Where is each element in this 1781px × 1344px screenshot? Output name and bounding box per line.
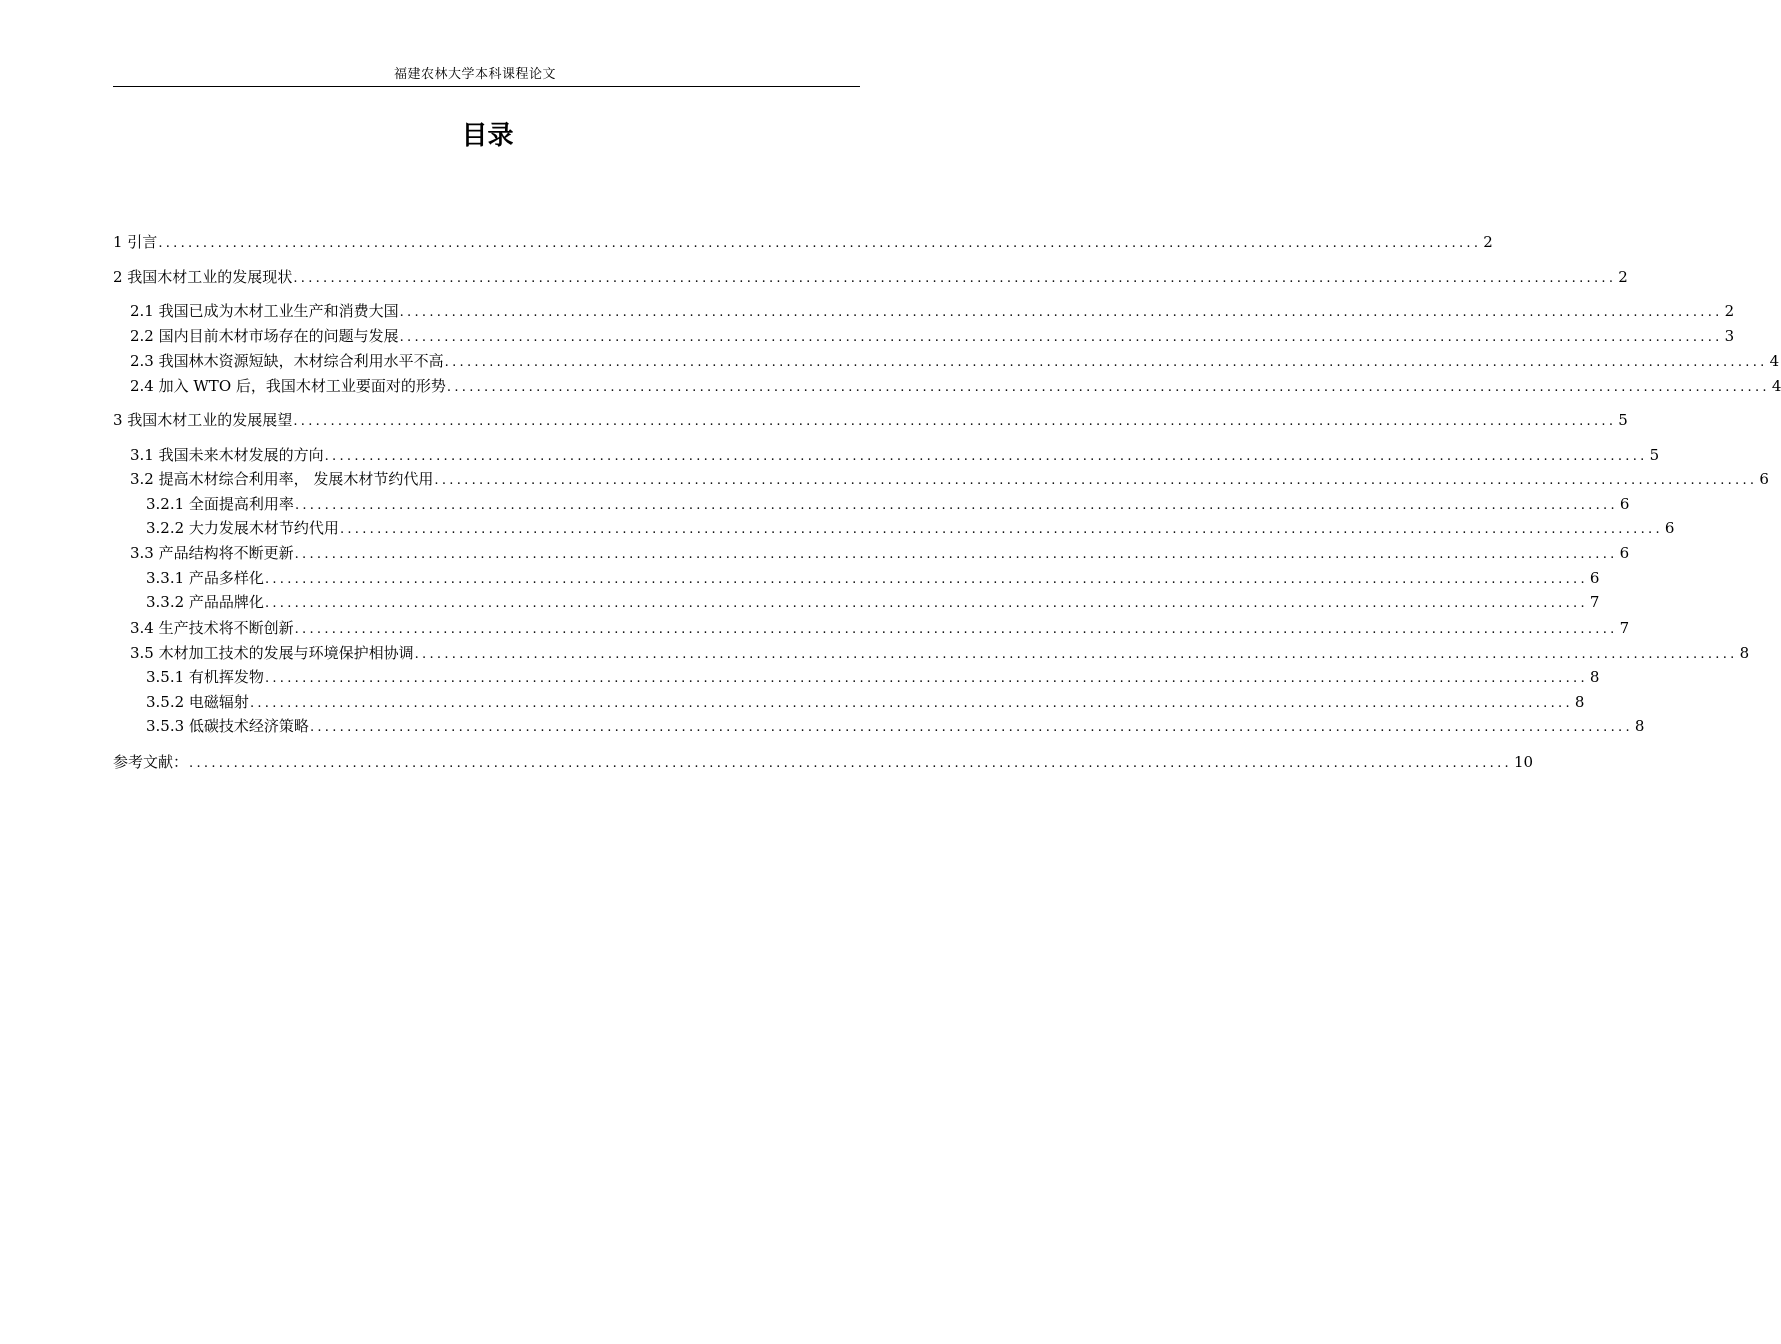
toc-page-number: 5: [1618, 411, 1628, 429]
toc-entry[interactable]: [146, 568, 1600, 588]
toc-leader-dots: ..................................................................................................................................................................................: [339, 522, 1663, 537]
toc-entry-label: 3.3.1 产品多样化: [146, 569, 264, 587]
toc-page-number: 2: [1724, 302, 1735, 320]
toc-leader-dots: ..................................................................................................................................................................................: [294, 498, 1618, 513]
toc-page-number: 3: [1724, 327, 1735, 345]
toc-entry-label: 3.2.2 大力发展木材节约代用: [146, 519, 339, 537]
toc-page-number: 5: [1649, 446, 1660, 464]
toc-entry-label: 3 我国木材工业的发展展望: [113, 411, 293, 429]
toc-page-number: 7: [1589, 593, 1600, 611]
toc-entry[interactable]: [146, 494, 1630, 514]
toc-leader-dots: ..................................................................................................................................................................................: [293, 414, 1617, 429]
toc-entry[interactable]: [146, 592, 1600, 612]
toc-entry-label: 参考文献：: [113, 753, 189, 771]
toc-entry-label: 2.2 国内目前木材市场存在的问题与发展: [130, 327, 399, 345]
toc-page-number: 7: [1619, 619, 1630, 637]
toc-entry[interactable]: [130, 301, 1735, 321]
toc-entry[interactable]: [146, 716, 1645, 736]
running-header: 福建农林大学本科课程论文: [393, 67, 556, 82]
toc-entry-label: 3.4 生产技术将不断创新: [130, 619, 294, 637]
toc-entry[interactable]: [130, 618, 1630, 638]
toc-entry[interactable]: [130, 469, 1769, 489]
toc-page-number: 6: [1664, 519, 1675, 537]
toc-page-number: 8: [1739, 644, 1750, 662]
toc-page-number: 6: [1589, 569, 1600, 587]
toc-page-number: 6: [1759, 470, 1769, 488]
toc-entry[interactable]: [146, 692, 1585, 712]
toc-entry[interactable]: [130, 543, 1630, 563]
toc-entry[interactable]: [130, 376, 1781, 396]
toc-entry[interactable]: [130, 643, 1750, 663]
toc-page-number: 2: [1618, 268, 1628, 286]
toc-page-number: 4: [1769, 352, 1780, 370]
toc-page-number: 6: [1619, 544, 1630, 562]
toc-entry[interactable]: [113, 752, 1534, 772]
page-title: 目录: [461, 121, 514, 151]
toc-entry[interactable]: [146, 667, 1600, 687]
toc-leader-dots: ..................................................................................................................................................................................: [444, 355, 1768, 370]
toc-leader-dots: ..................................................................................................................................................................................: [324, 449, 1648, 464]
toc-entry-label: 3.3.2 产品品牌化: [146, 593, 264, 611]
toc-entry[interactable]: [113, 232, 1493, 252]
toc-leader-dots: ..................................................................................................................................................................................: [399, 330, 1723, 345]
toc-leader-dots: ..................................................................................................................................................................................: [158, 236, 1482, 251]
toc-entry[interactable]: [113, 267, 1628, 287]
toc-entry[interactable]: [130, 326, 1735, 346]
toc-page-number: 8: [1634, 717, 1645, 735]
toc-entry-label: 3.3 产品结构将不断更新: [130, 544, 294, 562]
toc-entry-label: 3.5.3 低碳技术经济策略: [146, 717, 309, 735]
toc-entry-label: 3.5.2 电磁辐射: [146, 693, 249, 711]
toc-page-number: 6: [1619, 495, 1630, 513]
toc-page-number: 8: [1589, 668, 1600, 686]
toc-entry-label: 3.2 提高木材综合利用率， 发展木材节约代用: [130, 470, 434, 488]
toc-page-number: 2: [1483, 233, 1493, 251]
toc-leader-dots: ..................................................................................................................................................................................: [293, 271, 1617, 286]
toc-entry[interactable]: [130, 351, 1780, 371]
toc-page-number: 10: [1513, 753, 1534, 771]
toc-entry-label: 2.1 我国已成为木材工业生产和消费大国: [130, 302, 399, 320]
toc-entry-label: 2.4 加入 WTO 后，我国木材工业要面对的形势: [130, 377, 446, 395]
toc-entry-label: 3.5.1 有机挥发物: [146, 668, 264, 686]
toc-leader-dots: ..................................................................................................................................................................................: [446, 380, 1770, 395]
toc-entry-label: 3.1 我国未来木材发展的方向: [130, 446, 324, 464]
toc-leader-dots: ..................................................................................................................................................................................: [249, 696, 1573, 711]
toc-page-number: 4: [1771, 377, 1781, 395]
toc-entry-label: 3.2.1 全面提高利用率: [146, 495, 294, 513]
toc-leader-dots: ..................................................................................................................................................................................: [414, 647, 1738, 662]
toc-page-number: 8: [1574, 693, 1585, 711]
toc-entry[interactable]: [130, 445, 1660, 465]
toc-leader-dots: ..................................................................................................................................................................................: [434, 473, 1758, 488]
toc-entry[interactable]: [113, 410, 1628, 430]
toc-entry-label: 2.3 我国林木资源短缺，木材综合利用水平不高: [130, 352, 444, 370]
toc-leader-dots: ..................................................................................................................................................................................: [264, 572, 1588, 587]
toc-entry-label: 3.5 木材加工技术的发展与环境保护相协调: [130, 644, 414, 662]
toc-leader-dots: ..................................................................................................................................................................................: [309, 720, 1633, 735]
toc-leader-dots: ..................................................................................................................................................................................: [189, 756, 1512, 771]
toc-entry-label: 2 我国木材工业的发展现状: [113, 268, 293, 286]
toc-leader-dots: ..................................................................................................................................................................................: [399, 305, 1723, 320]
toc-entry[interactable]: [146, 518, 1675, 538]
toc-leader-dots: ..................................................................................................................................................................................: [294, 622, 1618, 637]
toc-leader-dots: ..................................................................................................................................................................................: [264, 596, 1588, 611]
toc-leader-dots: ..................................................................................................................................................................................: [294, 547, 1618, 562]
toc-entry-label: 1 引言: [113, 233, 158, 251]
toc-leader-dots: ..................................................................................................................................................................................: [264, 671, 1588, 686]
